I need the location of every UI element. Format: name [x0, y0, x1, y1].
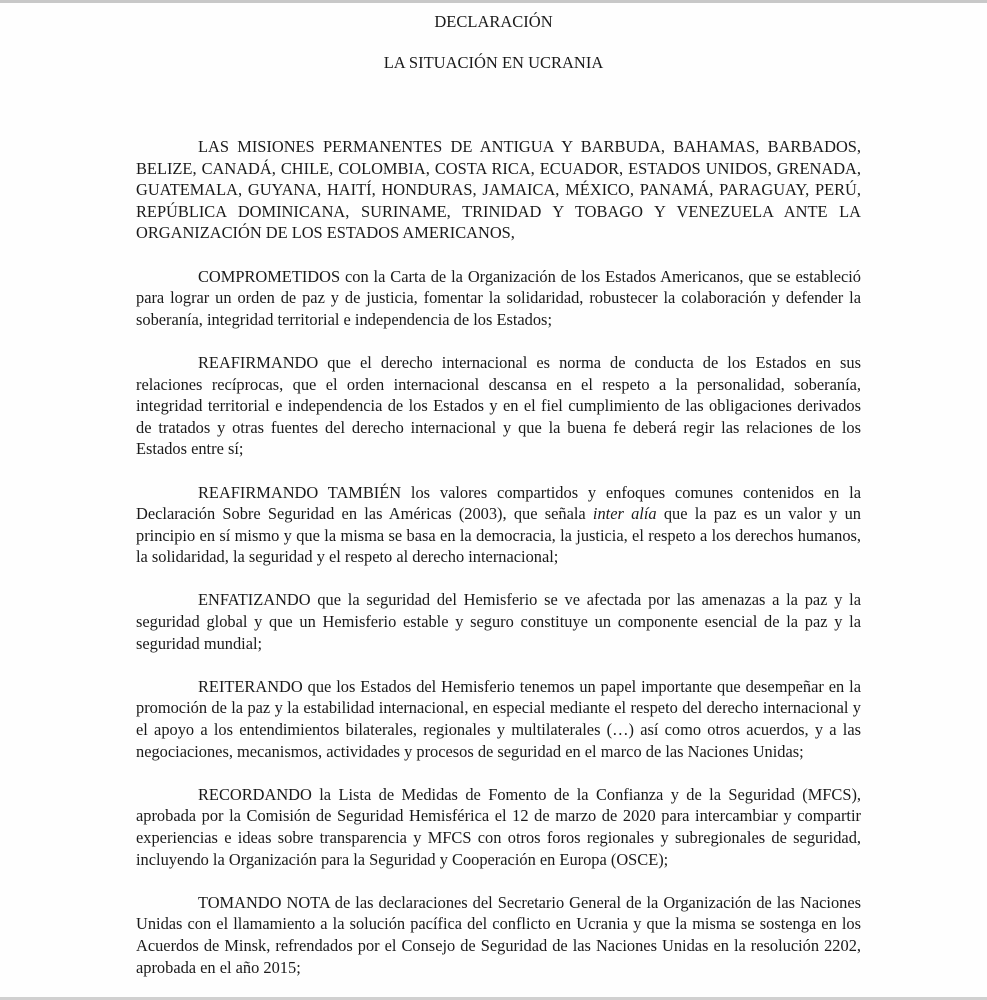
document-body — [136, 136, 861, 1000]
document-subtitle: LA SITUACIÓN EN UCRANIA — [383, 53, 604, 72]
paragraph-text: que el derecho internacional es norma de conducta de los Estados en sus relaciones recíprocas, que el orden internacional descansa en el respeto a la personalidad, soberanía, integridad territorial e independencia de los Estados y en el fiel cumplimiento de las obligaciones derivados de tratados y otras fuentes del derecho internacional y que la buena fe deberá regir las relaciones de los Estados entre sí; — [136, 352, 861, 459]
paragraph-text: que la seguridad del Hemisferio se ve afectada por las amenazas a la paz y la seguridad global y que un Hemisferio estable y seguro constituye un componente esencial de la paz y la seguridad mundial; — [136, 590, 861, 653]
paragraph-text: LAS MISIONES PERMANENTES DE ANTIGUA Y BARBUDA, BAHAMAS, BARBADOS, BELIZE, CANADÁ, CHILE, COLOMBIA, COSTA RICA, ECUADOR, ESTADOS UNIDOS, GRENADA, GUATEMALA, GUYANA, HAITÍ, HONDURAS, JAMAICA, MÉXICO, PANAMÁ, PARAGUAY, PERÚ, REPÚBLICA DOMINICANA, SURINAME, TRINIDAD Y TOBAGO Y VENEZUELA ANTE LA ORGANIZACIÓN DE LOS ESTADOS AMERICANOS, — [136, 137, 861, 243]
paragraph-text: que los Estados del Hemisferio tenemos un papel importante que desempeñar en la promoción de la paz y la estabilidad internacional, en especial mediante el respeto del derecho internacional y el apoyo a los entendimientos bilaterales, regionales y multilaterales (…) así como otros acuerdos, y a las negociaciones, mecanismos, actividades y procesos de seguridad en el marco de las Naciones Unidas; — [136, 676, 861, 761]
paragraph-recordando — [136, 784, 861, 870]
paragraph-lead: RECORDANDO — [198, 784, 312, 804]
paragraph-lead: COMPROMETIDOS — [198, 266, 341, 286]
paragraph-text: la Lista de Medidas de Fomento de la Confianza y de la Seguridad (MFCS), aprobada por la Comisión de Seguridad Hemisférica el 12 de marzo de 2020 para intercambiar y compartir experiencias e ideas sobre transparencia y MFCS con otros foros regionales y subregionales de seguridad, incluyendo la Organización para la Seguridad y Cooperación en Europa (OSCE); — [136, 784, 861, 869]
paragraph-italic-text: inter alía — [592, 504, 657, 524]
paragraph-lead: REAFIRMANDO TAMBIÉN — [198, 482, 402, 502]
paragraph-lead: TOMANDO NOTA — [198, 892, 330, 912]
paragraph-text: con la Carta de la Organización de los Estados Americanos, que se estableció para lograr un orden de paz y de justicia, fomentar la solidaridad, robustecer la colaboración y defender la soberanía, integridad territorial e independencia de los Estados; — [136, 266, 861, 329]
paragraph-preamble — [136, 136, 861, 244]
paragraph-text: de las declaraciones del Secretario General de la Organización de las Naciones Unidas con el llamamiento a la solución pacífica del conflicto en Ucrania y que la misma se sostenga en los Acuerdos de Minsk, refrendados por el Consejo de Seguridad de las Naciones Unidas en la resolución 2202, aprobada en el año 2015; — [136, 892, 861, 977]
paragraph-text: los valores compartidos y enfoques comunes contenidos en la Declaración Sobre Seguridad en las Américas (2003), que señala — [136, 482, 861, 524]
paragraph-reafirmando — [136, 352, 861, 460]
paragraph-tomando-nota — [136, 892, 861, 978]
paragraph-enfatizando — [136, 589, 861, 654]
paragraph-lead: ENFATIZANDO — [198, 590, 311, 610]
paragraph-lead: REAFIRMANDO — [198, 352, 319, 372]
document-title: DECLARACIÓN — [434, 12, 553, 31]
paragraph-reafirmando-tambien — [136, 482, 861, 568]
paragraph-text: que la paz es un valor y un principio en sí mismo y que la misma se basa en la democracia, la justicia, el respeto a los derechos humanos, la solidaridad, la seguridad y el respeto al derecho internacional; — [136, 504, 861, 567]
paragraph-reiterando — [136, 676, 861, 762]
paragraph-comprometidos — [136, 266, 861, 331]
paragraph-lead: REITERANDO — [198, 676, 303, 696]
